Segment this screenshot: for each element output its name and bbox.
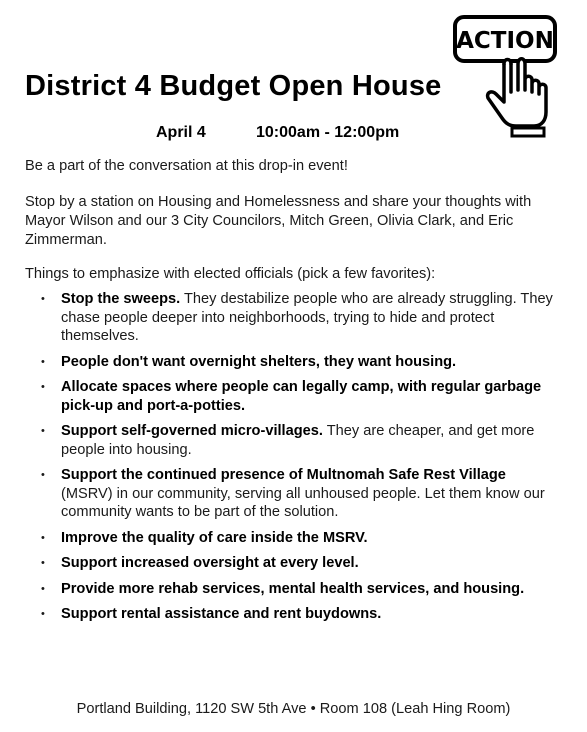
list-item xyxy=(25,466,555,522)
list-item-bold: Stop the sweeps. xyxy=(61,291,181,307)
list-item-text: They destabilize people who are already struggling. They chase people deeper into neighborhoods, trying to hide and protect themselves. xyxy=(61,291,553,344)
bullet-icon: • xyxy=(41,531,45,544)
pointing-hand-icon xyxy=(488,59,546,126)
list-item xyxy=(25,422,555,459)
list-item-bold: People don't want overnight shelters, they want housing. xyxy=(61,353,457,370)
list-item xyxy=(25,554,555,573)
bullet-icon: • xyxy=(41,355,45,368)
list-item-bold: Allocate spaces where people can legally camp, with regular garbage pick-up and port-a-potties. xyxy=(61,379,542,414)
list-item xyxy=(25,580,555,599)
list-item xyxy=(25,529,555,548)
bullet-icon: • xyxy=(41,425,45,437)
list-item-text: They are cheaper, and get more people into housing. xyxy=(61,423,535,458)
bullet-icon: • xyxy=(41,293,45,305)
action-label: ACTION xyxy=(456,28,554,54)
list-item xyxy=(25,290,555,346)
footer-location xyxy=(0,701,587,717)
list-item-bold: Provide more rehab services, mental health services, and housing. xyxy=(61,580,525,597)
bullet-icon: • xyxy=(41,381,45,393)
intro-text: Be a part of the conversation at this drop-in event! xyxy=(25,158,348,174)
talking-points-list xyxy=(25,290,555,631)
description-text: Stop by a station on Housing and Homelessness and share your thoughts with Mayor Wilson and our 3 City Councilors, Mitch Green, Olivia Clark, and Eric Zimmerman. xyxy=(25,194,532,248)
footer-room: Room 108 (Leah Hing Room) xyxy=(319,701,511,717)
list-item-bold: Support rental assistance and rent buydowns. xyxy=(61,606,382,622)
event-date: April 4 xyxy=(156,124,206,141)
list-item-bold: Support the continued presence of Multnomah Safe Rest Village xyxy=(61,467,506,483)
action-graphic xyxy=(452,14,570,138)
bullet-icon: • xyxy=(41,469,45,481)
footer-address: Portland Building, 1120 SW 5th Ave xyxy=(76,701,307,717)
list-heading: Things to emphasize with elected officials (pick a few favorites): xyxy=(25,266,436,282)
cuff-shape xyxy=(512,128,544,136)
bullet-icon: • xyxy=(41,608,45,620)
event-time: 10:00am - 12:00pm xyxy=(256,124,400,141)
list-item xyxy=(25,378,555,415)
action-button-icon xyxy=(452,14,570,138)
list-item-bold: Support increased oversight at every level. xyxy=(61,555,359,571)
list-item-bold: Support self-governed micro-villages. xyxy=(61,423,323,439)
list-item xyxy=(25,353,555,372)
list-item xyxy=(25,605,555,624)
footer-separator: • xyxy=(310,701,316,717)
bullet-icon: • xyxy=(41,557,45,569)
bullet-icon: • xyxy=(41,582,45,595)
list-item-bold: Improve the quality of care inside the MSRV. xyxy=(61,529,368,546)
list-item-text: (MSRV) in our community, serving all unhoused people. Let them know our community wants to be part of the solution. xyxy=(61,485,545,520)
page-title: District 4 Budget Open House xyxy=(25,70,442,102)
